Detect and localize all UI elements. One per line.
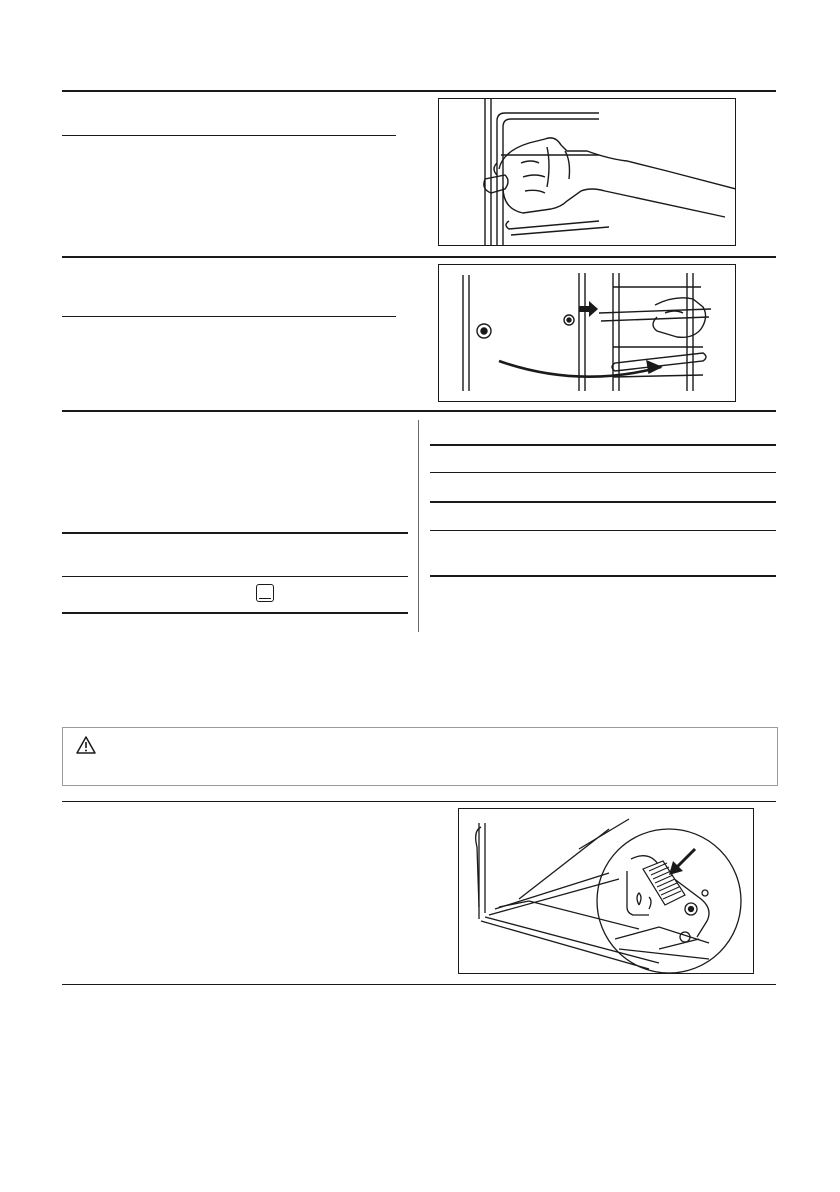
section-rule-bottom bbox=[62, 984, 776, 985]
left-col-rule-2 bbox=[62, 576, 408, 577]
right-col-rule-1 bbox=[430, 444, 776, 446]
right-col-rule-2 bbox=[430, 472, 776, 473]
section-rule-top bbox=[62, 90, 776, 92]
right-col-rule-3 bbox=[430, 501, 776, 503]
step-3-illustration bbox=[458, 808, 754, 974]
step-1-illustration bbox=[438, 98, 736, 246]
warning-box bbox=[62, 727, 778, 786]
hand-pulling-shelf-support-icon bbox=[439, 99, 735, 245]
column-divider bbox=[418, 420, 419, 632]
left-col-rule-3 bbox=[62, 612, 408, 614]
step-2-rule bbox=[62, 316, 396, 317]
right-col-rule-4 bbox=[430, 530, 776, 531]
rail-removal-arrow-icon bbox=[439, 265, 735, 401]
right-col-rule-5 bbox=[430, 575, 776, 577]
left-col-rule-1 bbox=[62, 532, 408, 534]
door-hinge-lever-detail-icon bbox=[459, 809, 753, 973]
section-rule-2 bbox=[62, 256, 776, 258]
step-2-illustration bbox=[438, 264, 736, 402]
section-rule-3 bbox=[62, 410, 776, 412]
section-rule-4 bbox=[62, 801, 776, 802]
step-1-rule bbox=[62, 135, 396, 136]
oven-lamp-symbol-icon bbox=[256, 584, 274, 602]
warning-triangle-icon bbox=[75, 735, 97, 755]
